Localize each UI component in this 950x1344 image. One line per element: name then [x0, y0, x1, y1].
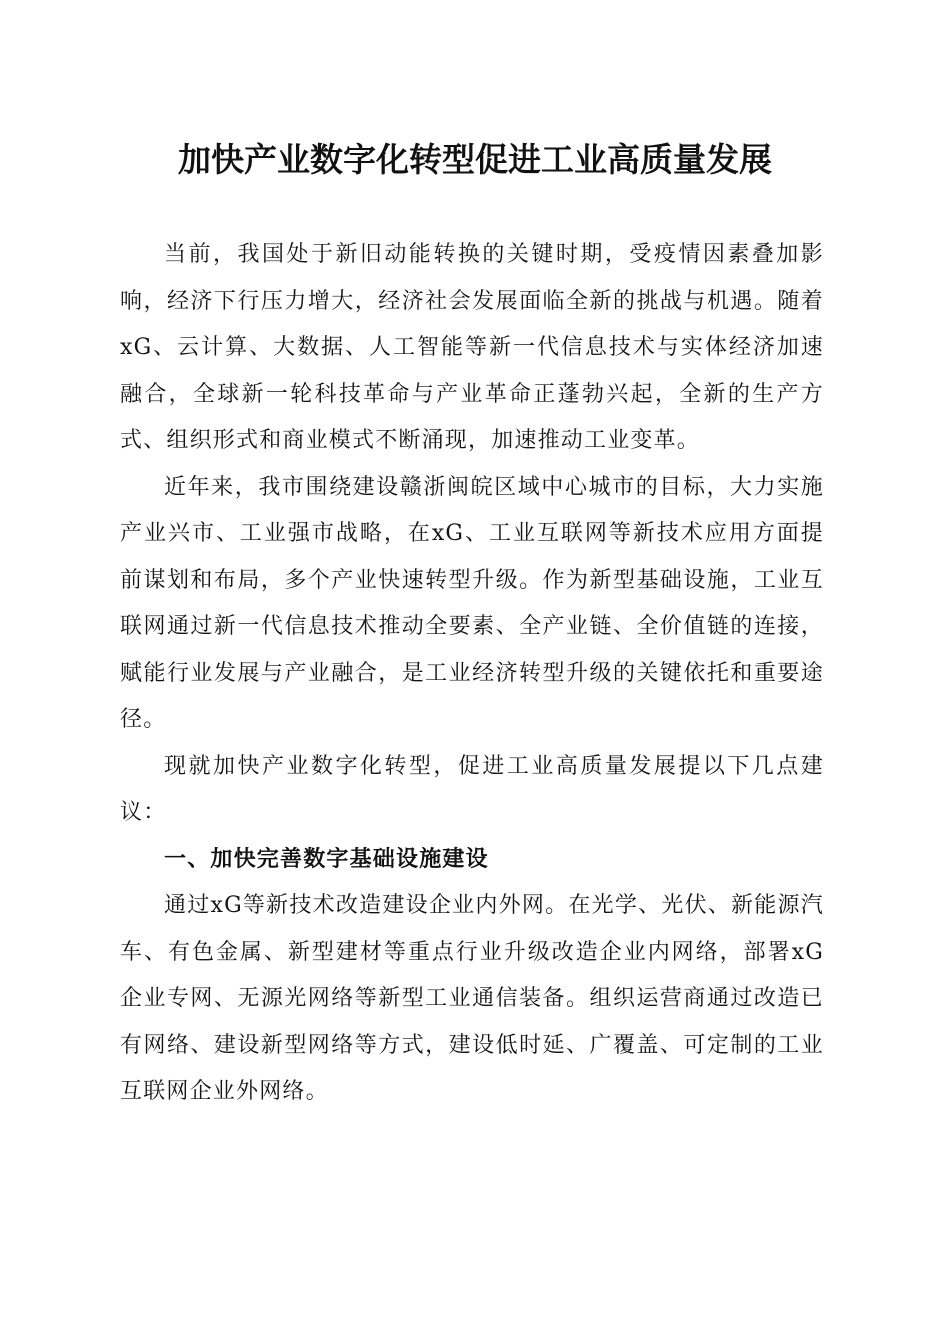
section-heading-1: 一、加快完善数字基础设施建设 [164, 846, 489, 872]
paragraph-intro: 当前，我国处于新旧动能转换的关键时期，受疫情因素叠加影响，经济下行压力增大，经济社会发展面临全新的挑战与机遇。随着xG、云计算、大数据、人工智能等新一代信息技术与实体经济加速融合，全球新一轮科技革命与产业革命正蓬勃兴起，全新的生产方式、组织形式和商业模式不断涌现，加速推动工业变革。 [120, 242, 824, 453]
document-title: 加快产业数字化转型促进工业高质量发展 [178, 140, 772, 179]
paragraph-section-1: 通过xG等新技术改造建设企业内外网。在光学、光伏、新能源汽车、有色金属、新型建材等重点行业升级改造企业内网络，部署xG企业专网、无源光网络等新型工业通信装备。组织运营商通过改造已有网络、建设新型网络等方式，建设低时延、广覆盖、可定制的工业互联网企业外网络。 [120, 893, 824, 1104]
paragraph-city-strategy: 近年来，我市围绕建设赣浙闽皖区域中心城市的目标，大力实施产业兴市、工业强市战略，在xG、工业互联网等新技术应用方面提前谋划和布局，多个产业快速转型升级。作为新型基础设施，工业互联网通过新一代信息技术推动全要素、全产业链、全价值链的连接，赋能行业发展与产业融合，是工业经济转型升级的关键依托和重要途径。 [120, 474, 824, 732]
paragraph-proposals: 现就加快产业数字化转型，促进工业高质量发展提以下几点建议： [120, 753, 824, 825]
document-body [120, 232, 824, 1116]
